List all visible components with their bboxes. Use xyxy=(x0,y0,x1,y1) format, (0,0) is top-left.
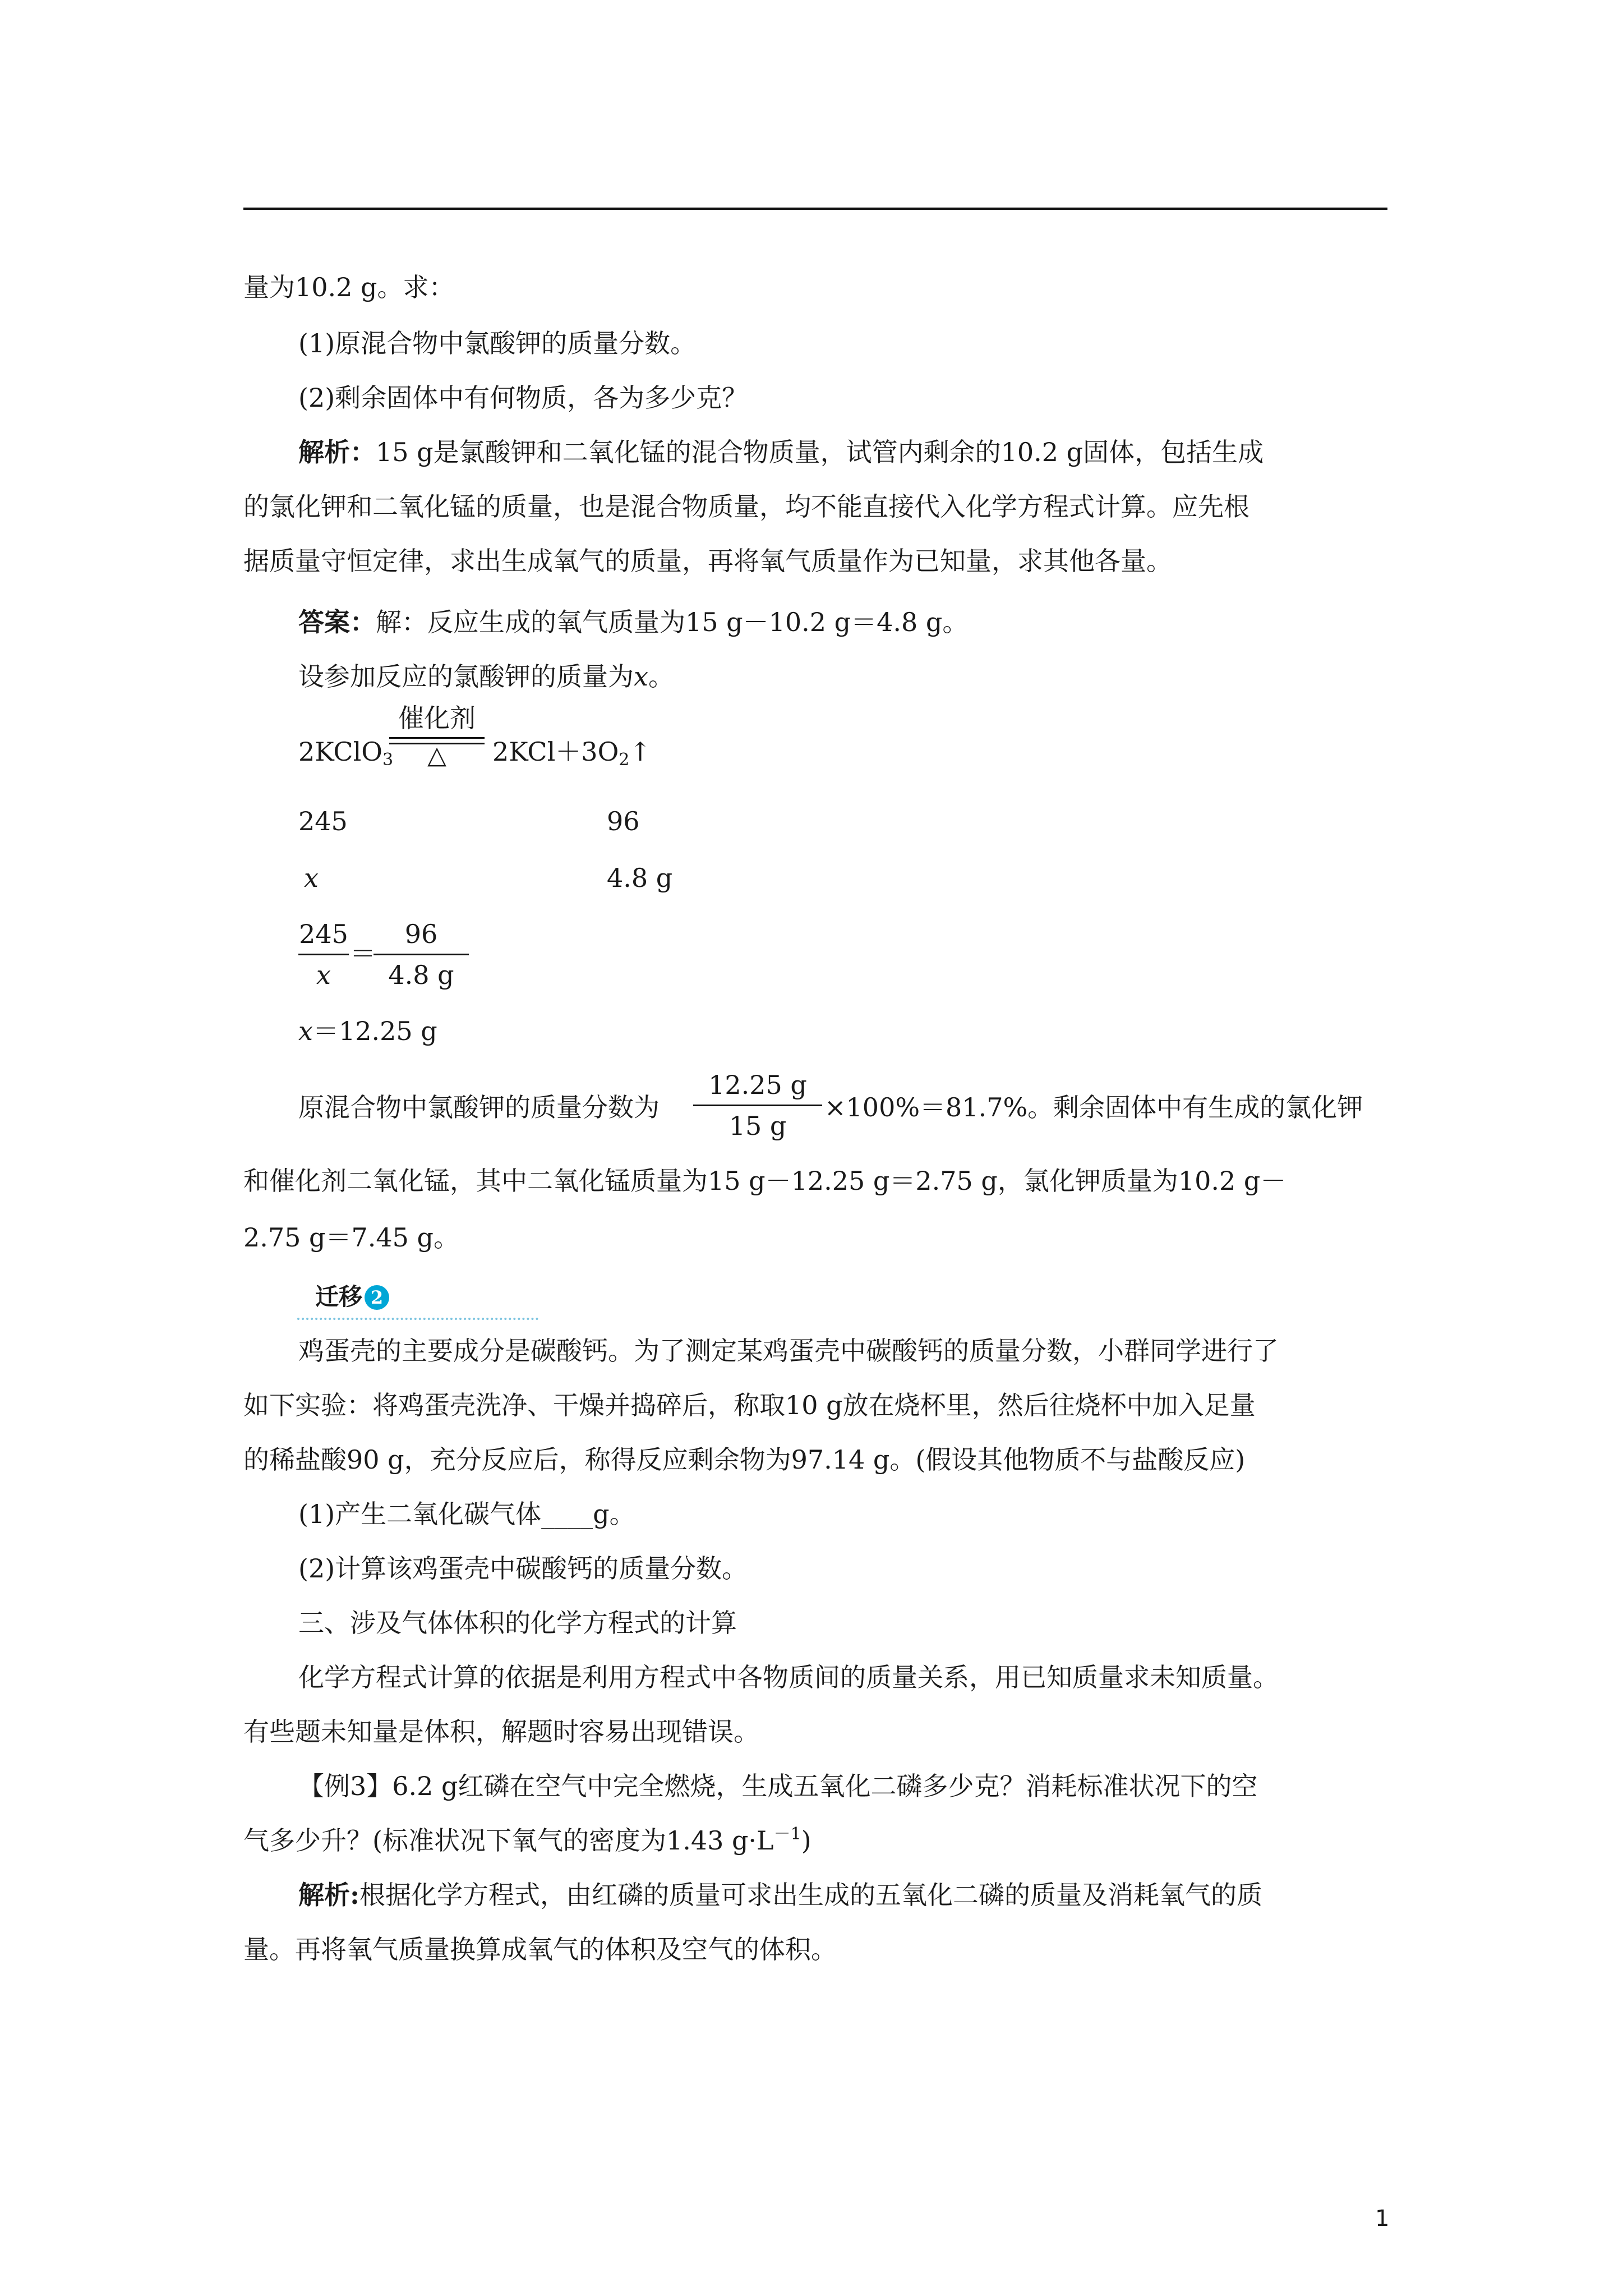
remain-line-2: 和催化剂二氧化锰，其中二氧化锰质量为15 g－12.25 g＝2.75 g，氯化钾质量为10.2 g－ xyxy=(243,1166,1287,1196)
analysis-3-line-1: 解析:根据化学方程式，由红磷的质量可求出生成的五氧化二磷的质量及消耗氧气的质 xyxy=(298,1880,1262,1910)
transfer-question-2: (2)计算该鸡蛋壳中碳酸钙的质量分数。 xyxy=(298,1553,748,1584)
catalyst-label: 催化剂 xyxy=(398,703,476,733)
header-rule xyxy=(243,208,1387,210)
analysis-line-2: 的氯化钾和二氧化锰的质量，也是混合物质量，均不能直接代入化学方程式计算。应先根 xyxy=(243,491,1249,522)
fraction-line-pre: 原混合物中氯酸钾的质量分数为 xyxy=(298,1092,660,1122)
chemical-equation: 2KClO$_3$ xyxy=(298,737,394,770)
section-3-line-2: 有些题未知量是体积，解题时容易出现错误。 xyxy=(243,1717,759,1747)
intro-line: 量为10.2 g。求： xyxy=(243,272,455,302)
transfer-line-1: 鸡蛋壳的主要成分是碳酸钙。为了测定某鸡蛋壳中碳酸钙的质量分数，小群同学进行了 xyxy=(298,1336,1279,1366)
molar-mass-right: 96 xyxy=(607,806,640,836)
result-line: x＝12.25 g xyxy=(298,1016,437,1046)
section-3-line-1: 化学方程式计算的依据是利用方程式中各物质间的质量关系，用已知质量求未知质量。 xyxy=(298,1662,1279,1692)
answer-label: 答案： xyxy=(298,607,376,637)
unknown-var: x xyxy=(304,863,319,893)
molar-mass-left: 245 xyxy=(298,806,348,836)
equation-products: $2KCl+3O_2↑$ xyxy=(492,737,651,770)
example-3-line-2: 气多少升？(标准状况下氧气的密度为1.43 $g\cdot L^{-1}$) xyxy=(243,1824,811,1856)
transfer-question-1: (1)产生二氧化碳气体____g。 xyxy=(298,1499,635,1529)
proportion-equals: ＝ xyxy=(350,938,376,969)
transfer-underline xyxy=(297,1318,538,1320)
known-mass: 4.8 g xyxy=(607,863,673,893)
heat-symbol: △ xyxy=(427,741,446,770)
proportion-fraction-2: 96 4.8 g xyxy=(374,918,469,991)
proportion-fraction-1: 245 x xyxy=(299,919,348,990)
transfer-line-2: 如下实验：将鸡蛋壳洗净、干燥并捣碎后，称取10 g放在烧杯里，然后往烧杯中加入足量 xyxy=(243,1390,1256,1420)
section-3-title: 三、涉及气体体积的化学方程式的计算 xyxy=(298,1608,737,1638)
mass-fraction: 12.25 g 15 g xyxy=(693,1069,822,1142)
fraction-line-post: ×100%＝81.7%。剩余固体中有生成的氯化钾 xyxy=(824,1092,1363,1122)
question-1: (1)原混合物中氯酸钾的质量分数。 xyxy=(298,328,697,358)
transfer-line-3: 的稀盐酸90 g，充分反应后，称得反应剩余物为97.14 g。(假设其他物质不与盐酸反应) xyxy=(243,1444,1246,1475)
answer-line-2: 设参加反应的氯酸钾的质量为x。 xyxy=(298,661,674,692)
reaction-condition xyxy=(389,702,485,775)
analysis-line-1: 解析：15 g是氯酸钾和二氧化锰的混合物质量，试管内剩余的10.2 g固体，包括生成 xyxy=(298,437,1264,467)
question-2: (2)剩余固体中有何物质，各为多少克？ xyxy=(298,383,748,413)
transfer-heading: 迁移 2 xyxy=(315,1281,389,1313)
analysis-label: 解析： xyxy=(298,437,376,467)
page-number: 1 xyxy=(1375,2206,1390,2231)
analysis-line-3: 据质量守恒定律，求出生成氧气的质量，再将氧气质量作为已知量，求其他各量。 xyxy=(243,546,1172,576)
remain-line-3: 2.75 g＝7.45 g。 xyxy=(243,1222,459,1253)
analysis-3-label: 解析: xyxy=(298,1880,359,1910)
example-3-line-1: 【例3】6.2 g红磷在空气中完全燃烧，生成五氧化二磷多少克？消耗标准状况下的空 xyxy=(298,1771,1258,1801)
transfer-number-badge: 2 xyxy=(365,1285,389,1310)
gas-arrow: ↑ xyxy=(629,737,651,767)
answer-line-1: 答案：解：反应生成的氧气质量为15 g－10.2 g＝4.8 g。 xyxy=(298,607,969,637)
analysis-3-line-2: 量。再将氧气质量换算成氧气的体积及空气的体积。 xyxy=(243,1934,837,1964)
